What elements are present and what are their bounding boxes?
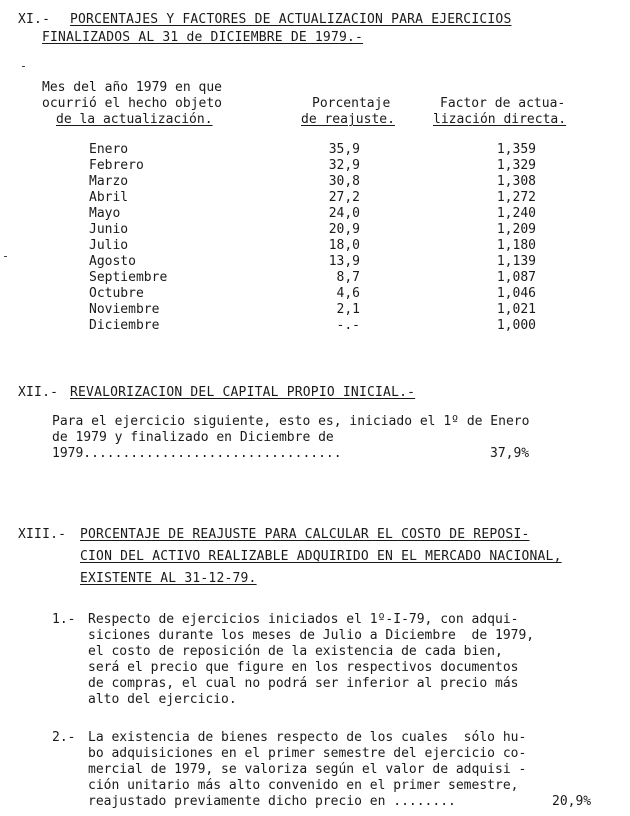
section-xii-line2: de 1979 y finalizado en Diciembre de	[52, 430, 334, 445]
table-header-pct-line2: de reajuste.	[301, 112, 395, 127]
pct-cell: 32,9	[328, 158, 360, 173]
table-row	[0, 286, 630, 302]
factor-cell: 1,021	[496, 302, 536, 317]
factor-cell: 1,308	[496, 174, 536, 189]
item1-line: alto del ejercicio.	[88, 692, 237, 707]
item1-line: siciones durante los meses de Julio a Diciembre de 1979,	[88, 628, 535, 643]
pct-cell: 35,9	[328, 142, 360, 157]
section-xii-number: XII.-	[18, 385, 59, 400]
pct-cell: 4,6	[336, 286, 360, 301]
table-header-factor-line1: Factor de actua-	[440, 96, 566, 111]
section-xi-title-line1: PORCENTAJES Y FACTORES DE ACTUALIZACION PARA EJERCICIOS	[70, 12, 512, 27]
factor-cell: 1,180	[496, 238, 536, 253]
table-row	[0, 302, 630, 318]
section-xii-value: 37,9%	[490, 446, 530, 461]
month-cell: Abril	[89, 190, 129, 205]
table-row	[0, 158, 630, 174]
table-header-pct-line1: Porcentaje	[312, 96, 391, 111]
scan-mark	[22, 66, 25, 67]
factor-cell: 1,046	[496, 286, 536, 301]
section-xii-line3: 1979.................................	[52, 446, 342, 461]
factor-cell: 1,139	[496, 254, 536, 269]
section-xii-line1: Para el ejercicio siguiente, esto es, iniciado el 1º de Enero	[52, 414, 530, 429]
pct-cell: 24,0	[328, 206, 360, 221]
month-cell: Enero	[89, 142, 129, 157]
factor-cell: 1,209	[496, 222, 536, 237]
pct-cell: -.-	[336, 318, 360, 333]
table-header-month-line3: de la actualización.	[56, 112, 213, 127]
table-header-month-line2: ocurrió el hecho objeto	[42, 96, 223, 111]
section-xi-number: XI.-	[18, 12, 51, 27]
section-xiii-title-line3: EXISTENTE AL 31-12-79.	[80, 571, 257, 586]
item2-line: ción unitario más alto convenido en el primer semestre,	[88, 778, 519, 793]
pct-cell: 30,8	[328, 174, 360, 189]
month-cell: Mayo	[89, 206, 121, 221]
item1-line: el costo de reposición de la existencia de cada bien,	[88, 644, 503, 659]
month-cell: Junio	[89, 222, 129, 237]
table-row	[0, 254, 630, 270]
factor-cell: 1,087	[496, 270, 536, 285]
pct-cell: 27,2	[328, 190, 360, 205]
pct-cell: 8,7	[336, 270, 360, 285]
table-row	[0, 318, 630, 334]
table-row	[0, 238, 630, 254]
section-xii-title: REVALORIZACION DEL CAPITAL PROPIO INICIAL.-	[70, 385, 416, 400]
table-row	[0, 174, 630, 190]
month-cell: Noviembre	[89, 302, 160, 317]
section-xiii-title-line2: CION DEL ACTIVO REALIZABLE ADQUIRIDO EN EL MERCADO NACIONAL,	[80, 549, 562, 564]
pct-cell: 18,0	[328, 238, 360, 253]
item2-line: La existencia de bienes respecto de los cuales sólo hu-	[88, 730, 527, 745]
item1-line: Respecto de ejercicios iniciados el 1º-I-79, con adqui-	[88, 612, 519, 627]
table-row	[0, 190, 630, 206]
pct-cell: 2,1	[336, 302, 360, 317]
table-row	[0, 222, 630, 238]
item2-value: 20,9%	[552, 794, 592, 809]
table-header-month-line1: Mes del año 1979 en que	[42, 80, 223, 95]
item1-number: 1.-	[52, 612, 76, 627]
item2-line: mercial de 1979, se valoriza según el valor de adquisi -	[88, 762, 527, 777]
factor-cell: 1,272	[496, 190, 536, 205]
pct-cell: 20,9	[328, 222, 360, 237]
item2-line: bo adquisiciones en el primer semestre del ejercicio co-	[88, 746, 527, 761]
table-row	[0, 206, 630, 222]
section-xiii-title-line1: PORCENTAJE DE REAJUSTE PARA CALCULAR EL COSTO DE REPOSI-	[80, 527, 530, 542]
item1-line: de compras, el cual no podrá ser inferior al precio más	[88, 676, 519, 691]
month-cell: Marzo	[89, 174, 129, 189]
factor-cell: 1,329	[496, 158, 536, 173]
section-xi-title-line2: FINALIZADOS AL 31 de DICIEMBRE DE 1979.-	[42, 30, 364, 45]
item2-line: reajustado previamente dicho precio en ........	[88, 794, 456, 809]
month-cell: Septiembre	[89, 270, 168, 285]
item1-line: será el precio que figure en los respectivos documentos	[88, 660, 519, 675]
month-cell: Diciembre	[89, 318, 160, 333]
pct-cell: 13,9	[328, 254, 360, 269]
table-row	[0, 270, 630, 286]
month-cell: Febrero	[89, 158, 144, 173]
factor-cell: 1,240	[496, 206, 536, 221]
section-xiii-number: XIII.-	[18, 527, 67, 542]
month-cell: Julio	[89, 238, 129, 253]
item2-number: 2.-	[52, 730, 76, 745]
table-row	[0, 142, 630, 158]
month-cell: Octubre	[89, 286, 144, 301]
factor-cell: 1,000	[496, 318, 536, 333]
table-header-factor-line2: lización directa.	[433, 112, 567, 127]
factor-cell: 1,359	[496, 142, 536, 157]
scan-mark	[4, 256, 7, 257]
month-cell: Agosto	[89, 254, 136, 269]
